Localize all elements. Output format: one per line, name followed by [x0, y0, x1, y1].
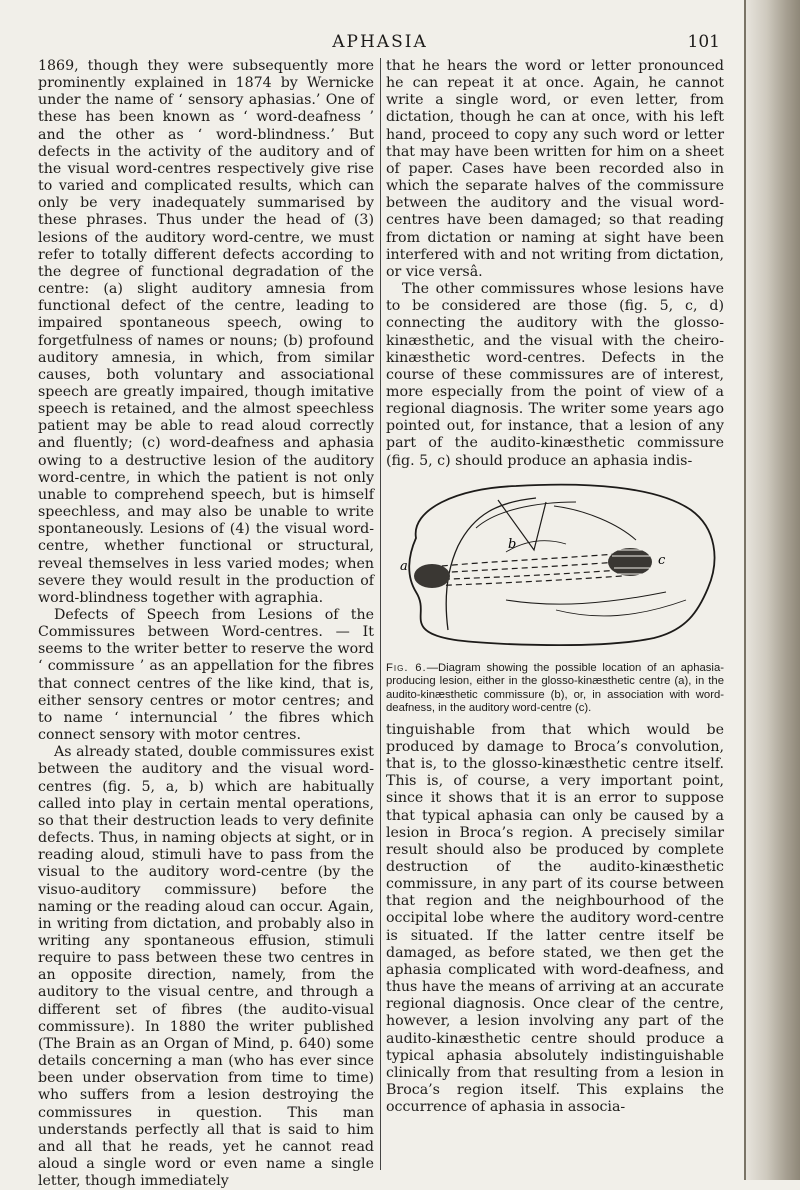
- paragraph: As already stated, double commissures exist between the auditory and the visual word-centres (fig. 5, a, b) which are habitually called into play in certain mental operations, so that their destruction leads to very definite defects. Thus, in naming objects at sight, or in reading aloud, stimuli have to pass from the visual to the auditory word-centre (by the visuo-auditory commissure) before the naming or the reading aloud can occur. Again, in writing from dictation, and probably also in writing any spontaneous effusion, stimuli require to pass between these two centres in an opposite direction, namely, from the auditory to the visual centre, and through a different set of fibres (the audito-visual commissure). In 1880 the writer published (The Brain as an Organ of Mind, p. 640) some details concerning a man (who has ever since been under observation from time to time) who suffers from a lesion destroying the commissures in question. This man understands perfectly all that is said to him and all that he reads, yet he cannot read aloud a single word or even name a single letter, though immediately: [38, 744, 374, 1190]
- left-column: [38, 58, 374, 1190]
- paragraph: tinguishable from that which would be produced by damage to Broca’s convolution, that is, to the glosso-kinæsthetic centre itself. This is, of course, a very important point, since it shows that it is an error to suppose that typical aphasia can only be caused by a lesion in Broca’s region. A precisely similar result should also be produced by complete destruction of the audito-kinæsthetic commissure, in any part of its course between that region and the neighbourhood of the occipital lobe where the auditory word-centre is situated. If the latter centre itself be damaged, as before stated, we then get the aphasia complicated with word-deafness, and thus have the means of arriving at an accurate regional diagnosis. Once clear of the centre, however, a lesion involving any part of the audito-kinæsthetic centre should produce a typical aphasia absolutely indistinguishable clinically from that resulting from a lesion in Broca’s region itself. This explains the occurrence of aphasia in associa-: [386, 721, 724, 1116]
- figure-caption: [386, 662, 724, 716]
- brain-diagram: [386, 480, 724, 660]
- page-number: 101: [687, 32, 720, 52]
- caption-text: —Diagram showing the possible location of an aphasia-producing lesion, either in the glosso-kinæsthetic centre (a), in the audito-kinæsthetic commissure (b), or, in association with word-deafness, in the auditory word-centre (c).: [386, 661, 724, 715]
- caption-label: Fig. 6.: [386, 661, 427, 674]
- fissure-line: [554, 506, 636, 540]
- book-spine-edge: [744, 0, 800, 1180]
- label-a: a: [400, 558, 408, 574]
- fissure-line: [476, 502, 576, 528]
- running-title: APHASIA: [332, 32, 428, 52]
- column-divider: [380, 58, 381, 1170]
- glosso-kinaesthetic-centre: [414, 564, 450, 588]
- commissure-dashes: [426, 576, 622, 586]
- auditory-word-centre: [608, 548, 652, 576]
- brain-diagram-figure: [386, 480, 724, 716]
- paragraph: 1869, though they were subsequently more prominently explained in 1874 by Wernicke under the name of ‘ sensory aphasias.’ One of these has been known as ‘ word-deafness ’ and the other as ‘ word-blindness.’ But defects in the activity of the auditory and of the visual word-centres respectively give rise to varied and complicated results, which can only be very inadequately summarised by these phrases. Thus under the head of (3) lesions of the auditory word-centre, we must refer to totally different defects according to the degree of functional degradation of the centre: (a) slight auditory amnesia from functional defect of the centre, leading to impaired spontaneous speech, owing to forgetfulness of names or nouns; (b) profound auditory amnesia, in which, from similar causes, both voluntary and associational speech are greatly impaired, though imitative speech is retained, and the almost speechless patient may be able to read aloud correctly and fluently; (c) word-deafness and aphasia owing to a destructive lesion of the auditory word-centre, in which the patient is not only unable to comprehend speech, but is himself speechless, and may also be unable to write spontaneously. Lesions of (4) the visual word-centre, whether functional or structural, reveal themselves in less varied modes; when severe they would result in the production of word-blindness together with agraphia.: [38, 58, 374, 606]
- fissure-line: [506, 592, 666, 604]
- label-b: b: [508, 536, 517, 552]
- fissure-line: [556, 600, 686, 616]
- right-column: [386, 58, 724, 1116]
- running-header: [40, 32, 720, 54]
- paragraph: The other commissures whose lesions have to be considered are those (fig. 5, c, d) connecting the auditory with the glosso-kinæsthetic, and the visual with the cheiro-kinæsthetic word-centres. Defects in the course of these commissures are of interest, more especially from the point of view of a regional diagnosis. The writer some years ago pointed out, for instance, that a lesion of any part of the audito-kinæsthetic commissure (fig. 5, c) should produce an aphasia indis-: [386, 281, 724, 469]
- label-c: c: [658, 552, 666, 568]
- paragraph: that he hears the word or letter pronounced he can repeat it at once. Again, he cannot write a single word, or even letter, from dictation, though he can at once, with his left hand, proceed to copy any such word or letter that may have been written for him on a sheet of paper. Cases have been recorded also in which the separate halves of the commissure between the auditory and the visual word-centres have been damaged; so that reading from dictation or naming at sight have been interfered with and not writing from dictation, or vice versâ.: [386, 58, 724, 280]
- paragraph: Defects of Speech from Lesions of the Commissures between Word-centres. — It seems to the writer better to reserve the word ‘ commissure ’ as an appellation for the fibres that connect centres of the like kind, that is, either sensory centres or motor centres; and to name ‘ internuncial ’ the fibres which connect sensory with motor centres.: [38, 607, 374, 744]
